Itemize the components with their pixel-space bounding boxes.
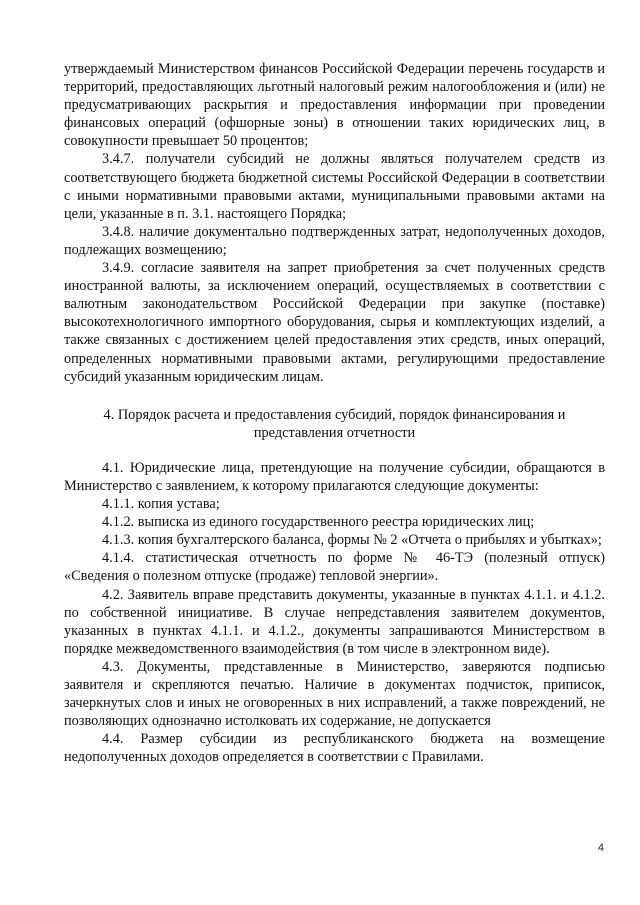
paragraph-4-4: 4.4. Размер субсидии из республиканского бюджета на возмещение недополученных доходов определяется в соответствии с Правилами. <box>64 731 605 766</box>
section-heading: 4. Порядок расчета и предоставления субсидий, порядок финансирования и представления отчетности <box>103 406 566 442</box>
paragraph-4-3: 4.3. Документы, представленные в Министерство, заверяются подписью заявителя и скрепляются печатью. Наличие в документах подчисток, приписок, зачеркнутых слов и иных не оговоренных в них исправлений, а также повреждений, не позволяющих однозначно истолковать их содержание, не допускается <box>64 658 605 730</box>
page-number: 4 <box>597 842 604 854</box>
paragraph-4-2: 4.2. Заявитель вправе представить документы, указанные в пунктах 4.1.1. и 4.1.2. по собственной инициативе. В случае непредставления заявителем документов, указанных в пунктах 4.1.1. и 4.1.2., документы запрашиваются Министерством в порядке межведомственного взаимодействия (в том числе в электронном виде). <box>64 586 605 657</box>
paragraph-4-1-1: 4.1.1. копия устава; <box>102 496 220 513</box>
paragraph-3-4-8: 3.4.8. наличие документально подтвержденных затрат, недополученных доходов, подлежащих возмещению; <box>64 223 605 258</box>
document-body <box>64 60 605 766</box>
paragraph-4-1: 4.1. Юридические лица, претендующие на получение субсидии, обращаются в Министерство с заявлением, к которому прилагаются следующие документы: <box>64 459 605 494</box>
paragraph-3-4-7: 3.4.7. получатели субсидий не должны являться получателем средств из соответствующего бюджета бюджетной системы Российской Федерации в соответствии с иными нормативными правовыми актами, муниципальными правовыми актами на цели, указанные в п. 3.1. настоящего Порядка; <box>64 151 605 222</box>
paragraph-4-1-2: 4.1.2. выписка из единого государственного реестра юридических лиц; <box>102 514 535 531</box>
paragraph-4-1-4: 4.1.4. статистическая отчетность по форме № 46-ТЭ (полезный отпуск) «Сведения о полезном отпуске (продаже) тепловой энергии». <box>64 550 605 585</box>
paragraph-4-1-3: 4.1.3. копия бухгалтерского баланса, формы № 2 «Отчета о прибылях и убытках»; <box>102 532 602 549</box>
paragraph-3-4-9: 3.4.9. согласие заявителя на запрет приобретения за счет полученных средств иностранной валюты, за исключением операций, осуществляемых в соответствии с валютным законодательством Российской Федерации при закупке (поставке) высокотехнологичного импортного оборудования, сырья и комплектующих изделий, а также связанных с достижением целей предоставления этих средств, иных операций, определенных нормативными правовыми актами, регулирующими предоставление субсидий указанным юридическим лицам. <box>64 260 605 385</box>
paragraph-continuation: утверждаемый Министерством финансов Российской Федерации перечень государств и территорий, предоставляющих льготный налоговый режим налогообложения и (или) не предусматривающих раскрытия и предоставления информации при проведении финансовых операций (офшорные зоны) в отношении таких юридических лиц, в совокупности превышает 50 процентов; <box>64 61 605 150</box>
